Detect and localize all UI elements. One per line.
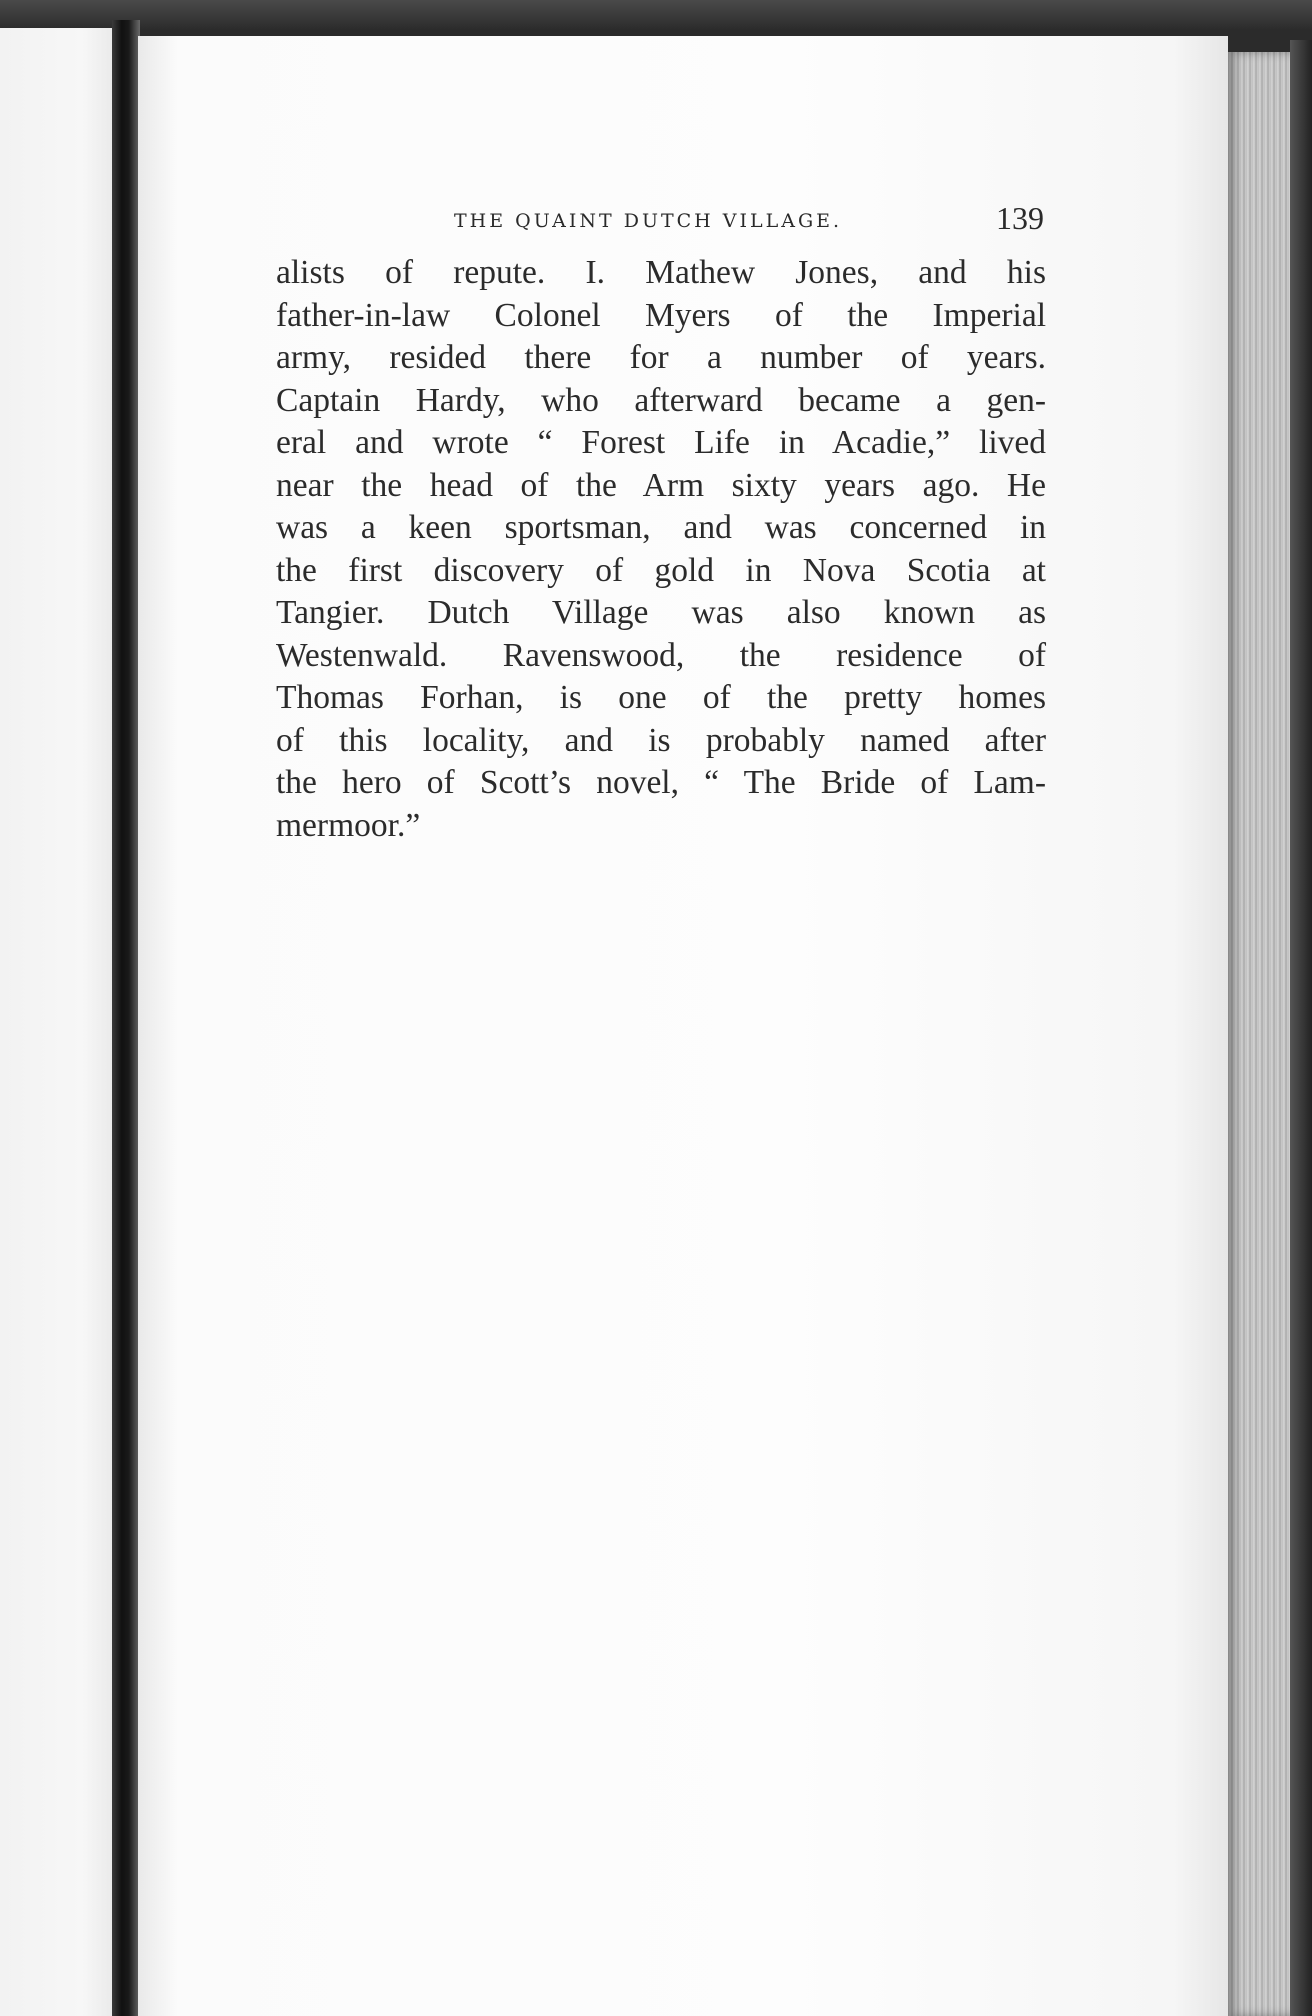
text-line: of this locality, and is probably named after — [276, 721, 1046, 759]
text-line: father-in-law Colonel Myers of the Imperial — [276, 296, 1046, 334]
text-line: army, resided there for a number of years. — [276, 339, 1046, 376]
text-line: was a keen sportsman, and was concerned in — [276, 509, 1046, 546]
text-line: Tangier. Dutch Village was also known as — [276, 594, 1046, 631]
text-line: Thomas Forhan, is one of the pretty homes — [276, 679, 1046, 716]
running-head: THE QUAINT DUTCH VILLAGE. — [454, 210, 843, 232]
text-line: Westenwald. Ravenswood, the residence of — [276, 636, 1046, 674]
book-gutter — [112, 20, 140, 2016]
text-line: eral and wrote “ Forest Life in Acadie,” lived — [276, 424, 1046, 461]
text-line: Captain Hardy, who afterward became a gen- — [276, 381, 1046, 419]
page-number: 139 — [996, 200, 1044, 236]
text-line: alists of repute. I. Mathew Jones, and his — [276, 254, 1046, 291]
book-cover-edge — [1290, 40, 1312, 2016]
text-line: mermoor.” — [276, 806, 421, 844]
body-text — [276, 252, 1046, 847]
text-line: near the head of the Arm sixty years ago. He — [276, 466, 1046, 504]
facing-page-edge — [0, 28, 118, 2016]
text-line: the hero of Scott’s novel, “ The Bride of Lam- — [276, 764, 1046, 801]
text-line: the first discovery of gold in Nova Scotia at — [276, 551, 1046, 589]
